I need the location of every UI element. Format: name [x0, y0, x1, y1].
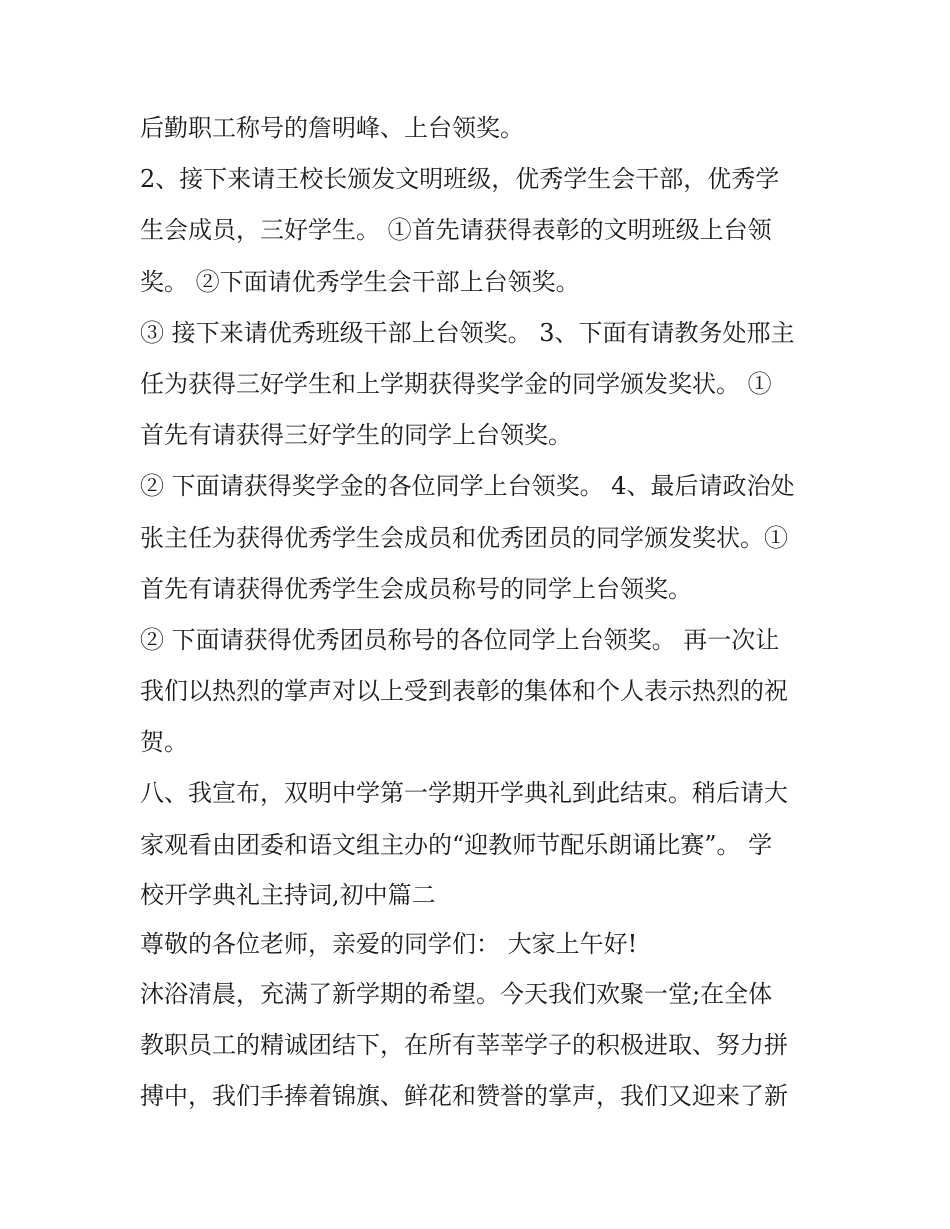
- text-line: 2、接下来请王校长颁发文明班级，优秀学生会干部，优秀学: [140, 165, 780, 194]
- text-line: 八、我宣布，双明中学第一学期开学典礼到此结束。稍后请大: [140, 779, 788, 808]
- text-line: 首先有请获得三好学生的同学上台领奖。: [140, 421, 572, 450]
- text-line: 我们以热烈的掌声对以上受到表彰的集体和个人表示热烈的祝: [140, 677, 788, 706]
- text-line: 家观看由团委和语文组主办的“迎教师节配乐朗诵比赛”。 学: [140, 830, 773, 859]
- document-body: [140, 103, 820, 1122]
- text-line: 奖。 ②下面请优秀学生会干部上台领奖。: [140, 267, 580, 296]
- text-line: ③ 接下来请优秀班级干部上台领奖。 3、下面有请教务处邢主: [140, 318, 795, 347]
- text-line: ② 下面请获得奖学金的各位同学上台领奖。 4、最后请政治处: [140, 472, 795, 501]
- text-line: ② 下面请获得优秀团员称号的各位同学上台领奖。 再一次让: [140, 625, 780, 654]
- text-line: 后勤职工称号的詹明峰、上台领奖。: [140, 114, 524, 142]
- section-heading-line: 校开学典礼主持词,初中篇二: [140, 880, 436, 909]
- text-line: 生会成员，三好学生。 ①首先请获得表彰的文明班级上台领: [140, 216, 772, 245]
- text-line: 教职员工的精诚团结下，在所有莘莘学子的积极进取、努力拼: [140, 1031, 788, 1059]
- text-line: 张主任为获得优秀学生会成员和优秀团员的同学颁发奖状。①: [140, 523, 788, 552]
- salutation-line: 尊敬的各位老师，亲爱的同学们： 大家上午好!: [140, 929, 638, 958]
- text-line: 任为获得三好学生和上学期获得奖学金的同学颁发奖状。 ①: [140, 369, 772, 398]
- text-line: 搏中，我们手捧着锦旗、鲜花和赞誉的掌声，我们又迎来了新: [140, 1082, 788, 1111]
- text-line: 沐浴清晨，充满了新学期的希望。今天我们欢聚一堂;在全体: [140, 979, 773, 1008]
- text-line: 贺。: [140, 728, 188, 757]
- text-line: 首先有请获得优秀学生会成员称号的同学上台领奖。: [140, 574, 692, 603]
